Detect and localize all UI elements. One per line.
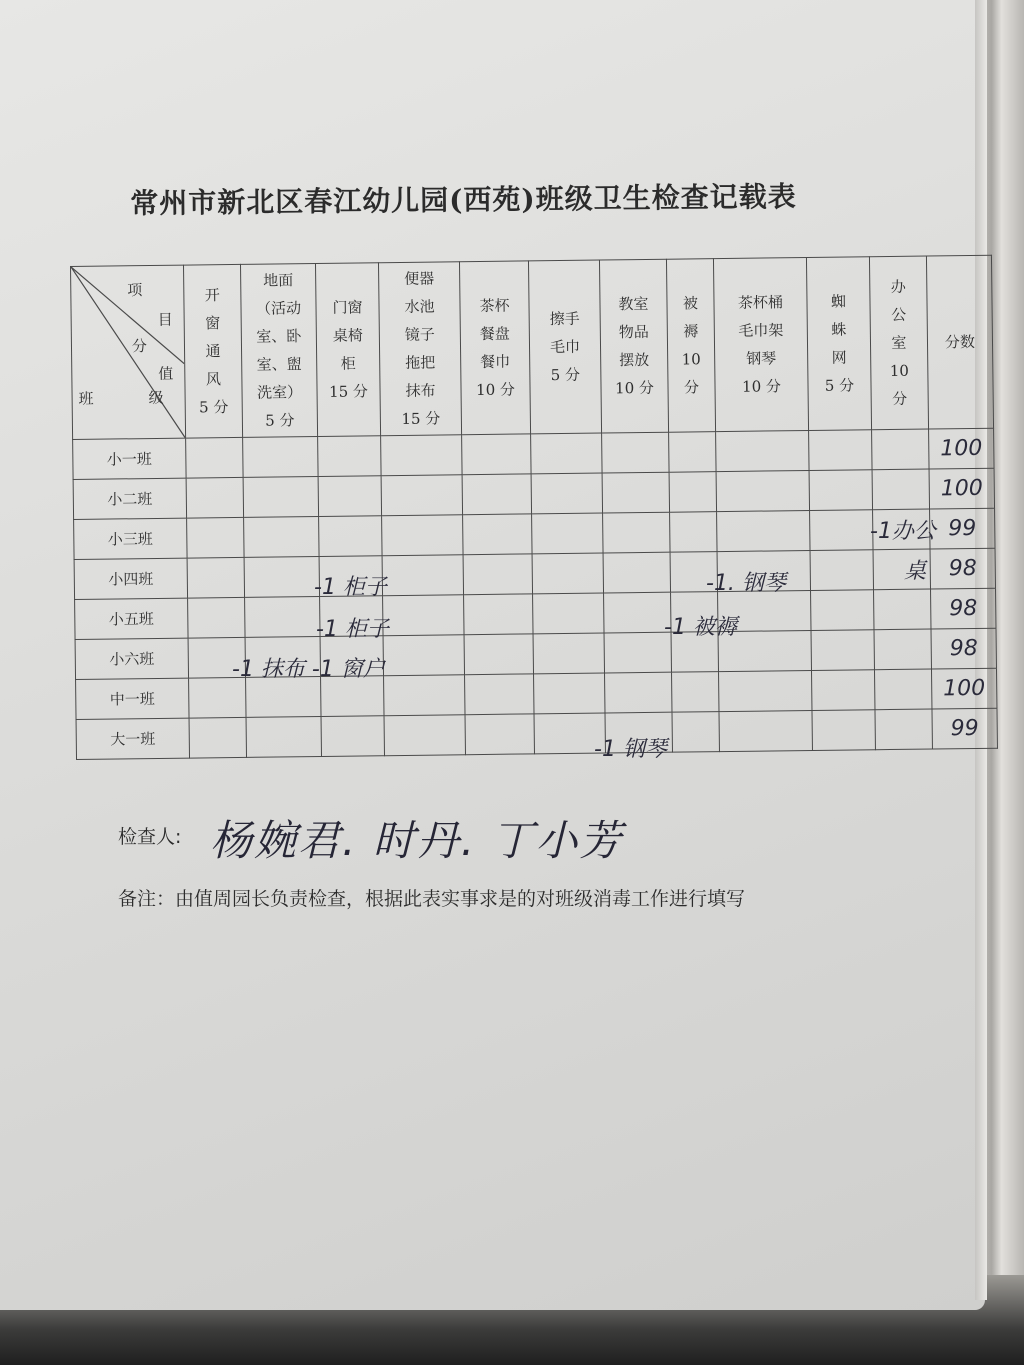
col-header-line: 教室: [618, 294, 649, 314]
score-cell: 99: [932, 708, 997, 749]
check-cell: [875, 709, 932, 750]
col-header-line: 门窗: [332, 298, 363, 317]
handwritten-note-piano-r4: -1. 钢琴: [706, 571, 786, 596]
handwritten-note-office: -1办公: [870, 519, 936, 544]
handwritten-note-cabinet-r5: -1 柜子: [316, 617, 389, 642]
col-header-line: 水池: [404, 297, 435, 316]
col-header-line: 褥: [683, 322, 699, 341]
handwritten-note-office-2: 桌: [904, 559, 927, 584]
corner-header-cell: [71, 265, 186, 439]
handwritten-note-piano-r8: -1 钢琴: [594, 737, 667, 762]
col-header-line: 餐巾: [480, 352, 511, 371]
col-header-line: 餐盘: [479, 324, 510, 343]
check-cell: [464, 634, 533, 675]
col-header-line: 办: [890, 277, 906, 296]
col-header-line: 摆放: [619, 350, 650, 370]
score-cell: 98: [930, 548, 995, 589]
class-name-cell: 小五班: [75, 598, 188, 639]
check-cell: [463, 514, 532, 555]
corner-item-label-2: 目: [157, 310, 173, 329]
score-cell: 100: [929, 428, 994, 469]
col-header-line: 15 分: [401, 409, 441, 428]
check-cell: [465, 674, 534, 715]
col-header-classroom-items: [599, 259, 668, 433]
check-cell: [672, 672, 719, 713]
check-cell: [604, 592, 671, 633]
check-cell: [318, 476, 381, 517]
col-header-line: 10 分: [614, 378, 655, 398]
col-header-line: 10: [889, 361, 909, 380]
check-cell: [465, 714, 534, 755]
check-cell: [809, 430, 872, 471]
table-body: [73, 428, 998, 759]
check-cell: [872, 469, 929, 510]
check-cell: [245, 596, 320, 637]
check-cell: [186, 477, 243, 518]
col-header-line: （活动: [255, 299, 302, 318]
check-cell: [243, 476, 318, 517]
score-cell: 98: [931, 628, 996, 669]
check-cell: [669, 432, 716, 473]
check-cell: [321, 716, 384, 757]
check-cell: [531, 473, 602, 514]
check-cell: [462, 474, 531, 515]
col-header-hand-towels: [528, 260, 601, 434]
check-cell: [602, 432, 669, 473]
handwritten-note-cloth-window-r6: -1 抹布 -1 窗户: [232, 657, 385, 682]
corner-score-label: 分: [131, 337, 148, 356]
inspection-table-wrapper: [70, 255, 998, 760]
corner-item-label: 项: [127, 281, 143, 300]
check-cell: [534, 673, 605, 714]
col-header-line: 钢琴: [746, 349, 777, 368]
col-header-line: 10: [681, 350, 701, 369]
form-title: 常州市新北区春江幼儿园(西苑)班级卫生检查记载表: [130, 180, 797, 220]
col-header-line: 茶杯桶: [737, 293, 784, 312]
col-header-line: 地面: [263, 271, 294, 290]
check-cell: [186, 437, 243, 478]
col-header-line: 镜子: [404, 325, 435, 344]
check-cell: [188, 597, 245, 638]
col-header-cups-plates: [459, 261, 530, 435]
col-header-line: 被: [682, 294, 699, 313]
col-header-line: 茶杯: [479, 296, 510, 315]
check-cell: [533, 633, 604, 674]
col-header-cobwebs: [806, 257, 871, 431]
check-cell: [602, 472, 669, 513]
check-cell: [243, 436, 318, 477]
header-row: [71, 255, 994, 439]
col-header-ventilation: [183, 264, 242, 438]
class-name-cell: 小一班: [73, 438, 186, 479]
col-header-line: 室、卧: [256, 327, 302, 346]
check-cell: [604, 632, 671, 673]
check-cell: [874, 629, 931, 670]
col-header-line: 室: [891, 333, 907, 352]
col-header-line: 便器: [404, 269, 435, 288]
check-cell: [187, 557, 244, 598]
col-header-line: 桌椅: [332, 326, 363, 345]
check-cell: [381, 475, 462, 516]
handwritten-note-cabinet-r4: -1 柜子: [314, 575, 387, 600]
check-cell: [319, 516, 382, 557]
col-header-bedding: [666, 259, 715, 433]
class-name-cell: 中一班: [76, 678, 189, 719]
check-cell: [811, 590, 874, 631]
check-cell: [318, 436, 381, 477]
check-cell: [382, 555, 463, 596]
check-cell: [381, 435, 462, 476]
col-header-line: 10 分: [475, 380, 516, 400]
check-cell: [605, 672, 672, 713]
col-header-line: 室、盥: [256, 355, 302, 374]
check-cell: [246, 716, 321, 757]
col-header-line: 抹布: [405, 381, 436, 400]
check-cell: [463, 554, 532, 595]
check-cell: [384, 675, 465, 716]
check-cell: [603, 552, 670, 593]
check-cell: [874, 589, 931, 630]
handwritten-note-bedding-r5: -1 被褥: [664, 615, 737, 640]
col-header-line: 物品: [618, 322, 649, 342]
col-header-line: 风: [205, 370, 222, 389]
check-cell: [533, 593, 604, 634]
col-header-line: 柜: [340, 354, 356, 373]
check-cell: [874, 669, 931, 710]
col-header-line: 蜘: [830, 292, 847, 311]
col-header-line: 开: [204, 286, 220, 305]
inspection-table: [70, 255, 998, 760]
score-cell: 100: [929, 468, 994, 509]
check-cell: [382, 515, 463, 556]
col-header-line: 分: [892, 389, 908, 408]
col-header-line: 网: [831, 348, 847, 367]
class-name-cell: 小三班: [74, 518, 187, 559]
check-cell: [603, 512, 670, 553]
corner-class-label: 班 级: [78, 388, 184, 408]
check-cell: [716, 470, 809, 511]
check-cell: [812, 710, 875, 751]
class-name-cell: 大一班: [76, 718, 189, 759]
col-header-line: 10 分: [741, 377, 782, 396]
col-header-line: 5 分: [265, 411, 295, 430]
check-cell: [810, 550, 873, 591]
check-cell: [670, 512, 717, 553]
check-cell: [811, 630, 874, 671]
col-header-line: 拖把: [405, 353, 436, 372]
col-header-office: [869, 256, 928, 430]
col-header-doors-windows: [315, 263, 380, 437]
col-header-score: [926, 255, 993, 429]
check-cell: [810, 510, 873, 551]
col-header-line: 分: [683, 378, 700, 397]
check-cell: [462, 434, 531, 475]
score-cell: 100: [931, 668, 996, 709]
check-cell: [532, 513, 603, 554]
check-cell: [811, 670, 874, 711]
remarks-note: 备注：由值周园长负责检查，根据此表实事求是的对班级消毒工作进行填写: [118, 888, 746, 910]
class-name-cell: 小二班: [73, 478, 186, 519]
col-header-line: 公: [891, 305, 907, 324]
col-header-toilet-sink: [378, 262, 461, 436]
col-header-line: 5 分: [198, 398, 229, 417]
col-header-line: 5 分: [550, 365, 581, 385]
check-cell: [383, 635, 464, 676]
check-cell: [531, 433, 602, 474]
check-cell: [383, 595, 464, 636]
check-cell: [464, 594, 533, 635]
col-header-line: 蛛: [831, 320, 847, 339]
col-header-line: 通: [205, 342, 221, 361]
check-cell: [716, 430, 809, 471]
col-header-line: 分数: [944, 332, 976, 352]
check-cell: [384, 715, 465, 756]
check-cell: [872, 429, 929, 470]
col-header-cup-bucket-piano: [713, 258, 808, 432]
check-cell: [719, 710, 812, 751]
score-cell: 99: [930, 508, 995, 549]
col-header-line: 5 分: [824, 376, 855, 395]
col-header-line: 擦手: [549, 309, 580, 329]
col-header-line: 窗: [205, 314, 221, 333]
check-cell: [717, 510, 810, 551]
col-header-line: 洗室）: [256, 383, 303, 402]
check-cell: [532, 553, 603, 594]
col-header-line: 毛巾架: [738, 321, 784, 340]
col-header-line: 15 分: [329, 382, 369, 401]
inspector-label: 检查人:: [118, 826, 182, 848]
score-cell: 98: [931, 588, 996, 629]
check-cell: [809, 470, 872, 511]
col-header-line: 毛巾: [549, 337, 581, 357]
check-cell: [672, 712, 719, 753]
check-cell: [244, 556, 319, 597]
check-cell: [669, 472, 716, 513]
check-cell: [719, 670, 812, 711]
check-cell: [244, 516, 319, 557]
class-name-cell: 小六班: [75, 638, 188, 679]
check-cell: [187, 517, 244, 558]
inspector-signatures: 杨婉君. 时丹. 丁小芳: [210, 816, 624, 865]
class-name-cell: 小四班: [74, 558, 187, 599]
corner-score-label-2: 值: [158, 364, 174, 383]
check-cell: [189, 717, 246, 758]
check-cell: [189, 677, 246, 718]
col-header-floor: [240, 264, 317, 438]
